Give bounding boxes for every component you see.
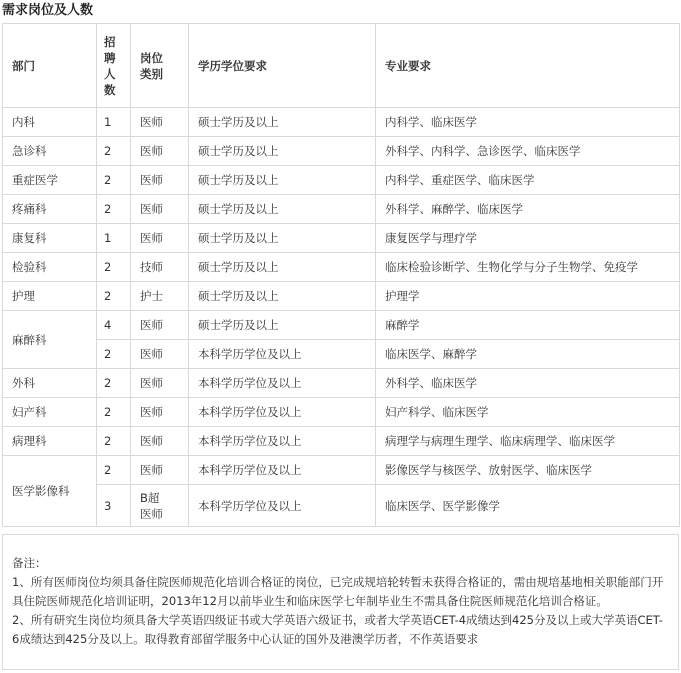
- notes-item-2: 2、所有研究生岗位均须具备大学英语四级证书或大学英语六级证书，或者大学英语CET-4成绩达到425分及以上或大学英语CET-6成绩达到425分及以上。取得教育部留学服务中心认证的国外及港澳学历者，不作英语要求: [12, 613, 663, 646]
- cell-type: 医师: [131, 311, 189, 340]
- header-type: 岗位类别: [131, 24, 189, 108]
- cell-type: 医师: [131, 427, 189, 456]
- cell-type: 医师: [131, 166, 189, 195]
- cell-count: 2: [97, 282, 131, 311]
- table-row: [3, 485, 680, 527]
- table-row: [3, 224, 680, 253]
- section-title: 需求岗位及人数: [2, 3, 94, 18]
- cell-count: 2: [97, 253, 131, 282]
- cell-count: 2: [97, 398, 131, 427]
- table-row: [3, 427, 680, 456]
- table-row: [3, 166, 680, 195]
- cell-type: 医师: [131, 137, 189, 166]
- cell-type: 医师: [131, 195, 189, 224]
- cell-dept: 妇产科: [3, 398, 97, 427]
- cell-count: 1: [97, 108, 131, 137]
- cell-count: 2: [97, 456, 131, 485]
- cell-major: 外科学、内科学、急诊医学、临床医学: [376, 137, 680, 166]
- cell-dept: 护理: [3, 282, 97, 311]
- cell-edu: 本科学历学位及以上: [189, 369, 376, 398]
- table-row: [3, 456, 680, 485]
- cell-edu: 硕士学历及以上: [189, 282, 376, 311]
- cell-count: 2: [97, 166, 131, 195]
- cell-count: 3: [97, 485, 131, 527]
- notes-label: 备注：: [12, 556, 47, 570]
- cell-edu: 硕士学历及以上: [189, 224, 376, 253]
- cell-type: 护士: [131, 282, 189, 311]
- table-header-row: [3, 24, 680, 108]
- cell-major: 影像医学与核医学、放射医学、临床医学: [376, 456, 680, 485]
- cell-edu: 硕士学历及以上: [189, 195, 376, 224]
- cell-dept: 内科: [3, 108, 97, 137]
- cell-dept: 疼痛科: [3, 195, 97, 224]
- requirements-table: [2, 23, 680, 527]
- cell-edu: 本科学历学位及以上: [189, 485, 376, 527]
- cell-dept: 医学影像科: [3, 456, 97, 527]
- cell-edu: 本科学历学位及以上: [189, 340, 376, 369]
- notes-item-1: 1、所有医师岗位均须具备住院医师规范化培训合格证的岗位，已完成规培轮转暂未获得合格证的，需由规培基地相关职能部门开具住院医师规范化培训证明，2013年12月以前毕业生和临床医学七年制毕业生不需具备住院医师规范化培训合格证。: [12, 575, 664, 608]
- cell-type: B超医师: [131, 485, 189, 527]
- table-row: [3, 137, 680, 166]
- cell-type: 医师: [131, 340, 189, 369]
- cell-major: 麻醉学: [376, 311, 680, 340]
- cell-major: 临床检验诊断学、生物化学与分子生物学、免疫学: [376, 253, 680, 282]
- cell-type: 医师: [131, 456, 189, 485]
- cell-major: 临床医学、医学影像学: [376, 485, 680, 527]
- notes-box: [2, 534, 679, 670]
- cell-type: 技师: [131, 253, 189, 282]
- cell-major: 妇产科学、临床医学: [376, 398, 680, 427]
- table-row: [3, 282, 680, 311]
- table-row: [3, 253, 680, 282]
- header-dept: 部门: [3, 24, 97, 108]
- table-row: [3, 340, 680, 369]
- cell-major: 病理学与病理生理学、临床病理学、临床医学: [376, 427, 680, 456]
- cell-edu: 硕士学历及以上: [189, 253, 376, 282]
- table-row: [3, 108, 680, 137]
- cell-type: 医师: [131, 224, 189, 253]
- cell-dept: 病理科: [3, 427, 97, 456]
- header-edu: 学历学位要求: [189, 24, 376, 108]
- cell-count: 2: [97, 137, 131, 166]
- cell-major: 康复医学与理疗学: [376, 224, 680, 253]
- cell-type: 医师: [131, 398, 189, 427]
- cell-dept: 麻醉科: [3, 311, 97, 369]
- header-count: 招聘人数: [97, 24, 131, 108]
- cell-count: 1: [97, 224, 131, 253]
- cell-dept: 重症医学: [3, 166, 97, 195]
- cell-major: 外科学、临床医学: [376, 369, 680, 398]
- cell-edu: 硕士学历及以上: [189, 166, 376, 195]
- cell-type: 医师: [131, 108, 189, 137]
- table-row: [3, 311, 680, 340]
- cell-count: 2: [97, 369, 131, 398]
- cell-type: 医师: [131, 369, 189, 398]
- cell-edu: 硕士学历及以上: [189, 311, 376, 340]
- cell-dept: 外科: [3, 369, 97, 398]
- cell-edu: 硕士学历及以上: [189, 108, 376, 137]
- cell-count: 2: [97, 340, 131, 369]
- cell-major: 内科学、重症医学、临床医学: [376, 166, 680, 195]
- cell-edu: 本科学历学位及以上: [189, 456, 376, 485]
- cell-dept: 康复科: [3, 224, 97, 253]
- cell-edu: 本科学历学位及以上: [189, 398, 376, 427]
- cell-major: 外科学、麻醉学、临床医学: [376, 195, 680, 224]
- cell-count: 2: [97, 427, 131, 456]
- cell-edu: 硕士学历及以上: [189, 137, 376, 166]
- header-major: 专业要求: [376, 24, 680, 108]
- cell-count: 4: [97, 311, 131, 340]
- cell-edu: 本科学历学位及以上: [189, 427, 376, 456]
- cell-major: 临床医学、麻醉学: [376, 340, 680, 369]
- cell-dept: 急诊科: [3, 137, 97, 166]
- table-row: [3, 195, 680, 224]
- table-row: [3, 398, 680, 427]
- cell-dept: 检验科: [3, 253, 97, 282]
- cell-count: 2: [97, 195, 131, 224]
- cell-major: 护理学: [376, 282, 680, 311]
- table-row: [3, 369, 680, 398]
- cell-major: 内科学、临床医学: [376, 108, 680, 137]
